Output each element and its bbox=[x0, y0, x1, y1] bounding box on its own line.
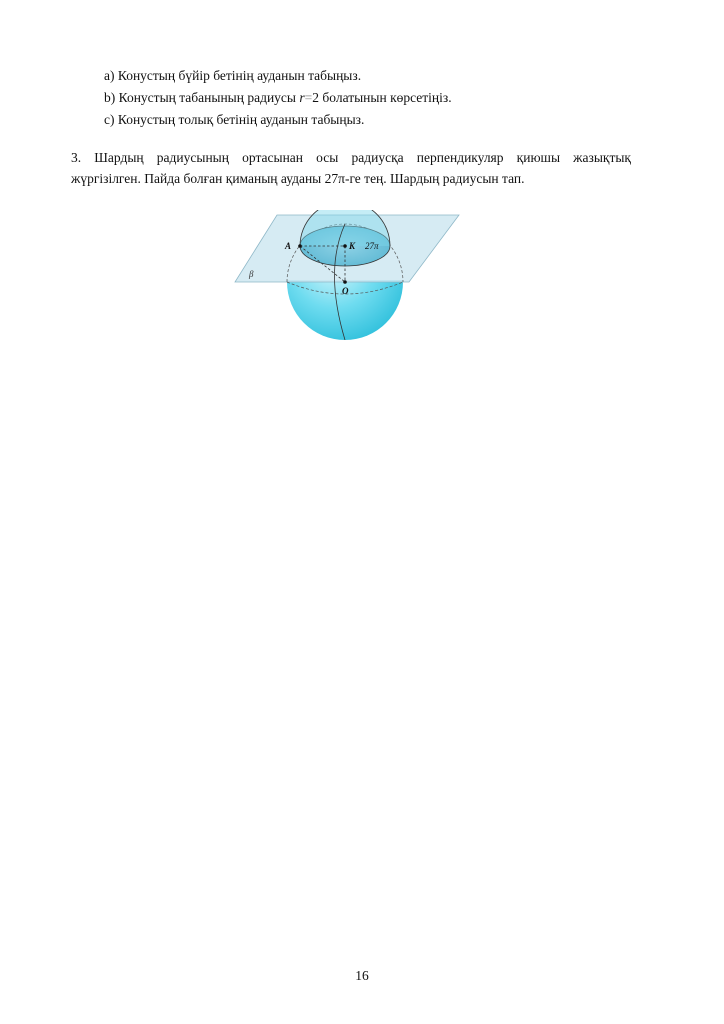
label-K: K bbox=[349, 241, 356, 251]
item-c: с) Конустың толық бетінің ауданын табыңыз. bbox=[104, 112, 365, 127]
point-A bbox=[298, 244, 302, 248]
task-3-line-2: жүргізілген. Пайда болған қиманың ауданы 27π-ге тең. Шардың радиусын тап. bbox=[71, 171, 525, 186]
item-b bbox=[104, 90, 452, 106]
label-area: 27π bbox=[365, 241, 379, 251]
label-beta: β bbox=[249, 269, 254, 279]
point-K bbox=[343, 244, 347, 248]
task-3 bbox=[71, 147, 631, 189]
task-3-line-1: 3. Шардың радиусының ортасынан осы радиусқа перпендикуляр қиюшы жазықтық bbox=[71, 150, 631, 165]
label-O: O bbox=[342, 286, 349, 296]
variable-r: r bbox=[299, 90, 305, 105]
item-b-text: b) Конустың табанының радиусы bbox=[104, 90, 300, 105]
item-a: а) Конустың бүйір бетінің ауданын табыңыз. bbox=[104, 68, 362, 83]
equals-sign: = bbox=[304, 90, 313, 105]
sphere-figure bbox=[232, 210, 462, 340]
point-O bbox=[343, 280, 347, 284]
item-b-text-end: 2 болатынын көрсетіңіз. bbox=[312, 90, 452, 105]
label-A: A bbox=[285, 241, 292, 251]
page-number: 16 bbox=[355, 968, 369, 983]
